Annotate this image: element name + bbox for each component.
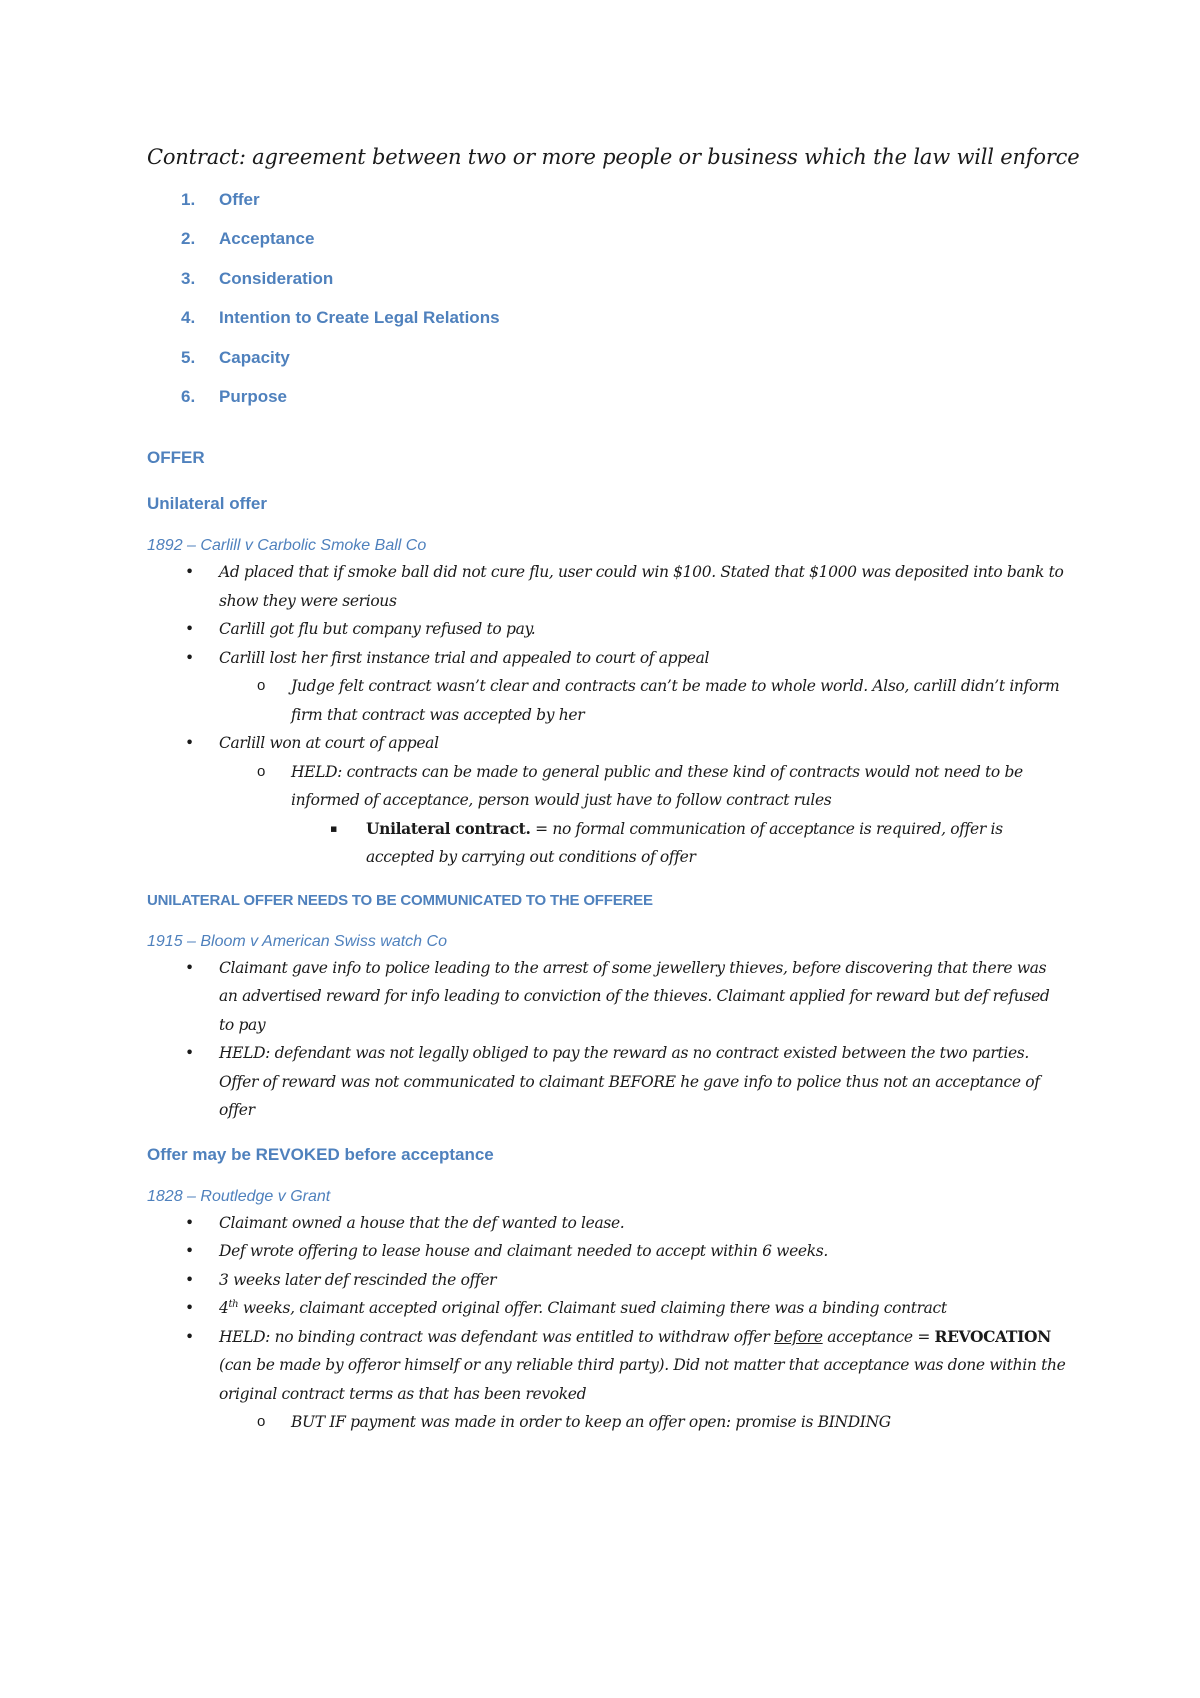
ordinal-number: 4: [219, 1299, 229, 1318]
bullet-marker: •: [185, 620, 194, 639]
circle-marker: o: [257, 677, 265, 695]
list-number: 6.: [181, 387, 196, 407]
bullet-text: Claimant owned a house that the def wanted to lease.: [219, 1213, 625, 1232]
subheading-revocation: Offer may be REVOKED before acceptance: [147, 1144, 494, 1164]
bullet-marker: •: [185, 1242, 194, 1261]
circle-marker: o: [257, 1413, 265, 1431]
bullet-text: HELD: no binding contract was defendant was entitled to withdraw offer: [219, 1327, 775, 1346]
bullet-text: Carlill won at court of appeal: [219, 734, 439, 753]
bullet-marker: •: [185, 1044, 194, 1063]
document-title: Contract: agreement between two or more people or business which the law will enforce: [147, 145, 1080, 169]
bullet-text: Carlill lost her first instance trial and appealed to court of appeal: [219, 648, 710, 667]
list-item: [147, 815, 1067, 872]
bullet-text: BUT IF payment was made in order to keep an offer open: promise is BINDING: [291, 1413, 891, 1432]
bullet-text: HELD: contracts can be made to general public and these kind of contracts would not need to be informed of acceptance, person would just have to follow contract rules: [291, 762, 1023, 810]
bullet-marker: •: [185, 1213, 194, 1232]
list-item: [147, 259, 1067, 298]
list-item: [147, 758, 1067, 815]
bullet-marker: •: [185, 734, 194, 753]
list-number: 1.: [181, 190, 196, 209]
bullet-text: Judge felt contract wasn’t clear and contracts can’t be made to whole world. Also, carlill didn’t inform firm that contract was accepted by her: [291, 677, 1060, 724]
bullet-text: Def wrote offering to lease house and claimant needed to accept within 6 weeks.: [219, 1242, 828, 1261]
list-item-label: Capacity: [219, 347, 290, 367]
list-item: [147, 644, 1067, 673]
subheading-communication: UNILATERAL OFFER NEEDS TO BE COMMUNICATED TO THE OFFEREE: [147, 891, 653, 909]
bullet-text: (can be made by offeror himself or any reliable third party). Did not matter that acceptance was done within the original contract terms as that has been revoked: [219, 1356, 1066, 1403]
case-title-routledge: 1828 – Routledge v Grant: [147, 1187, 331, 1205]
bullet-text: Carlill got flu but company refused to pay.: [219, 620, 536, 639]
routledge-bullets: [147, 1209, 1067, 1437]
list-item: [147, 672, 1067, 729]
list-number: 5.: [181, 347, 196, 367]
list-item: [147, 1294, 1067, 1323]
bullet-marker: •: [185, 958, 194, 977]
list-number: 3.: [181, 268, 196, 288]
list-item: [147, 558, 1067, 615]
list-item: [147, 1039, 1067, 1125]
list-item-label: Acceptance: [219, 229, 315, 249]
ordinal-suffix: th: [228, 1299, 239, 1311]
carlill-bullets: [147, 558, 1067, 872]
list-item: [147, 377, 1067, 416]
list-item: [147, 1323, 1067, 1409]
list-item: [147, 219, 1067, 258]
bullet-text: HELD: defendant was not legally obliged to pay the reward as no contract existed between the two parties. Offer of reward was not communicated to claimant BEFORE he gave info to police thus not an acceptance of offer: [219, 1044, 1040, 1120]
bullet-text: weeks, claimant accepted original offer. Claimant sued claiming there was a binding contract: [238, 1299, 947, 1318]
list-item: [147, 338, 1067, 377]
bloom-bullets: [147, 954, 1067, 1125]
case-title-bloom: 1915 – Bloom v American Swiss watch Co: [147, 932, 447, 950]
list-item: [147, 954, 1067, 1040]
circle-marker: o: [257, 762, 265, 780]
list-item-label: Offer: [219, 190, 260, 209]
bullet-marker: •: [185, 1327, 194, 1346]
list-item-label: Purpose: [219, 387, 288, 407]
bullet-text: 3 weeks later def rescinded the offer: [219, 1270, 497, 1289]
list-item: [147, 298, 1067, 337]
list-number: 4.: [181, 308, 196, 328]
list-item-label: Intention to Create Legal Relations: [219, 308, 500, 328]
bullet-marker: •: [185, 1299, 194, 1318]
square-marker: ▪: [330, 821, 338, 835]
bullet-text: Ad placed that if smoke ball did not cure flu, user could win $100. Stated that $1000 was deposited into bank to show they were serious: [219, 563, 1064, 610]
bullet-marker: •: [185, 1270, 194, 1289]
case-title-carlill: 1892 – Carlill v Carbolic Smoke Ball Co: [147, 537, 427, 555]
list-item-label: Consideration: [219, 268, 334, 288]
bullet-text: acceptance =: [822, 1327, 935, 1346]
list-item: [147, 615, 1067, 644]
underlined-word: before: [774, 1327, 823, 1346]
section-heading-offer: OFFER: [147, 448, 205, 468]
bold-term: Unilateral contract.: [366, 818, 531, 838]
list-number: 2.: [181, 229, 196, 249]
list-item: [147, 1209, 1067, 1238]
list-item: [147, 1237, 1067, 1266]
bold-term: REVOCATION: [934, 1326, 1051, 1346]
list-item: [147, 1266, 1067, 1295]
list-item: [147, 1408, 1067, 1437]
list-item: [147, 180, 1067, 219]
bullet-marker: •: [185, 563, 194, 582]
subheading-unilateral-offer: Unilateral offer: [147, 494, 267, 514]
document-body: [147, 142, 1080, 1437]
bullet-marker: •: [185, 648, 194, 667]
contract-elements-list: [147, 180, 1067, 416]
bullet-text: = no formal communication of acceptance is required, offer is accepted by carrying out conditions of offer: [366, 819, 1003, 867]
bullet-text: Claimant gave info to police leading to the arrest of some jewellery thieves, before discovering that there was an advertised reward for info leading to conviction of the thieves. Claimant applied for reward but def refused to pay: [219, 958, 1050, 1034]
list-item: [147, 729, 1067, 758]
